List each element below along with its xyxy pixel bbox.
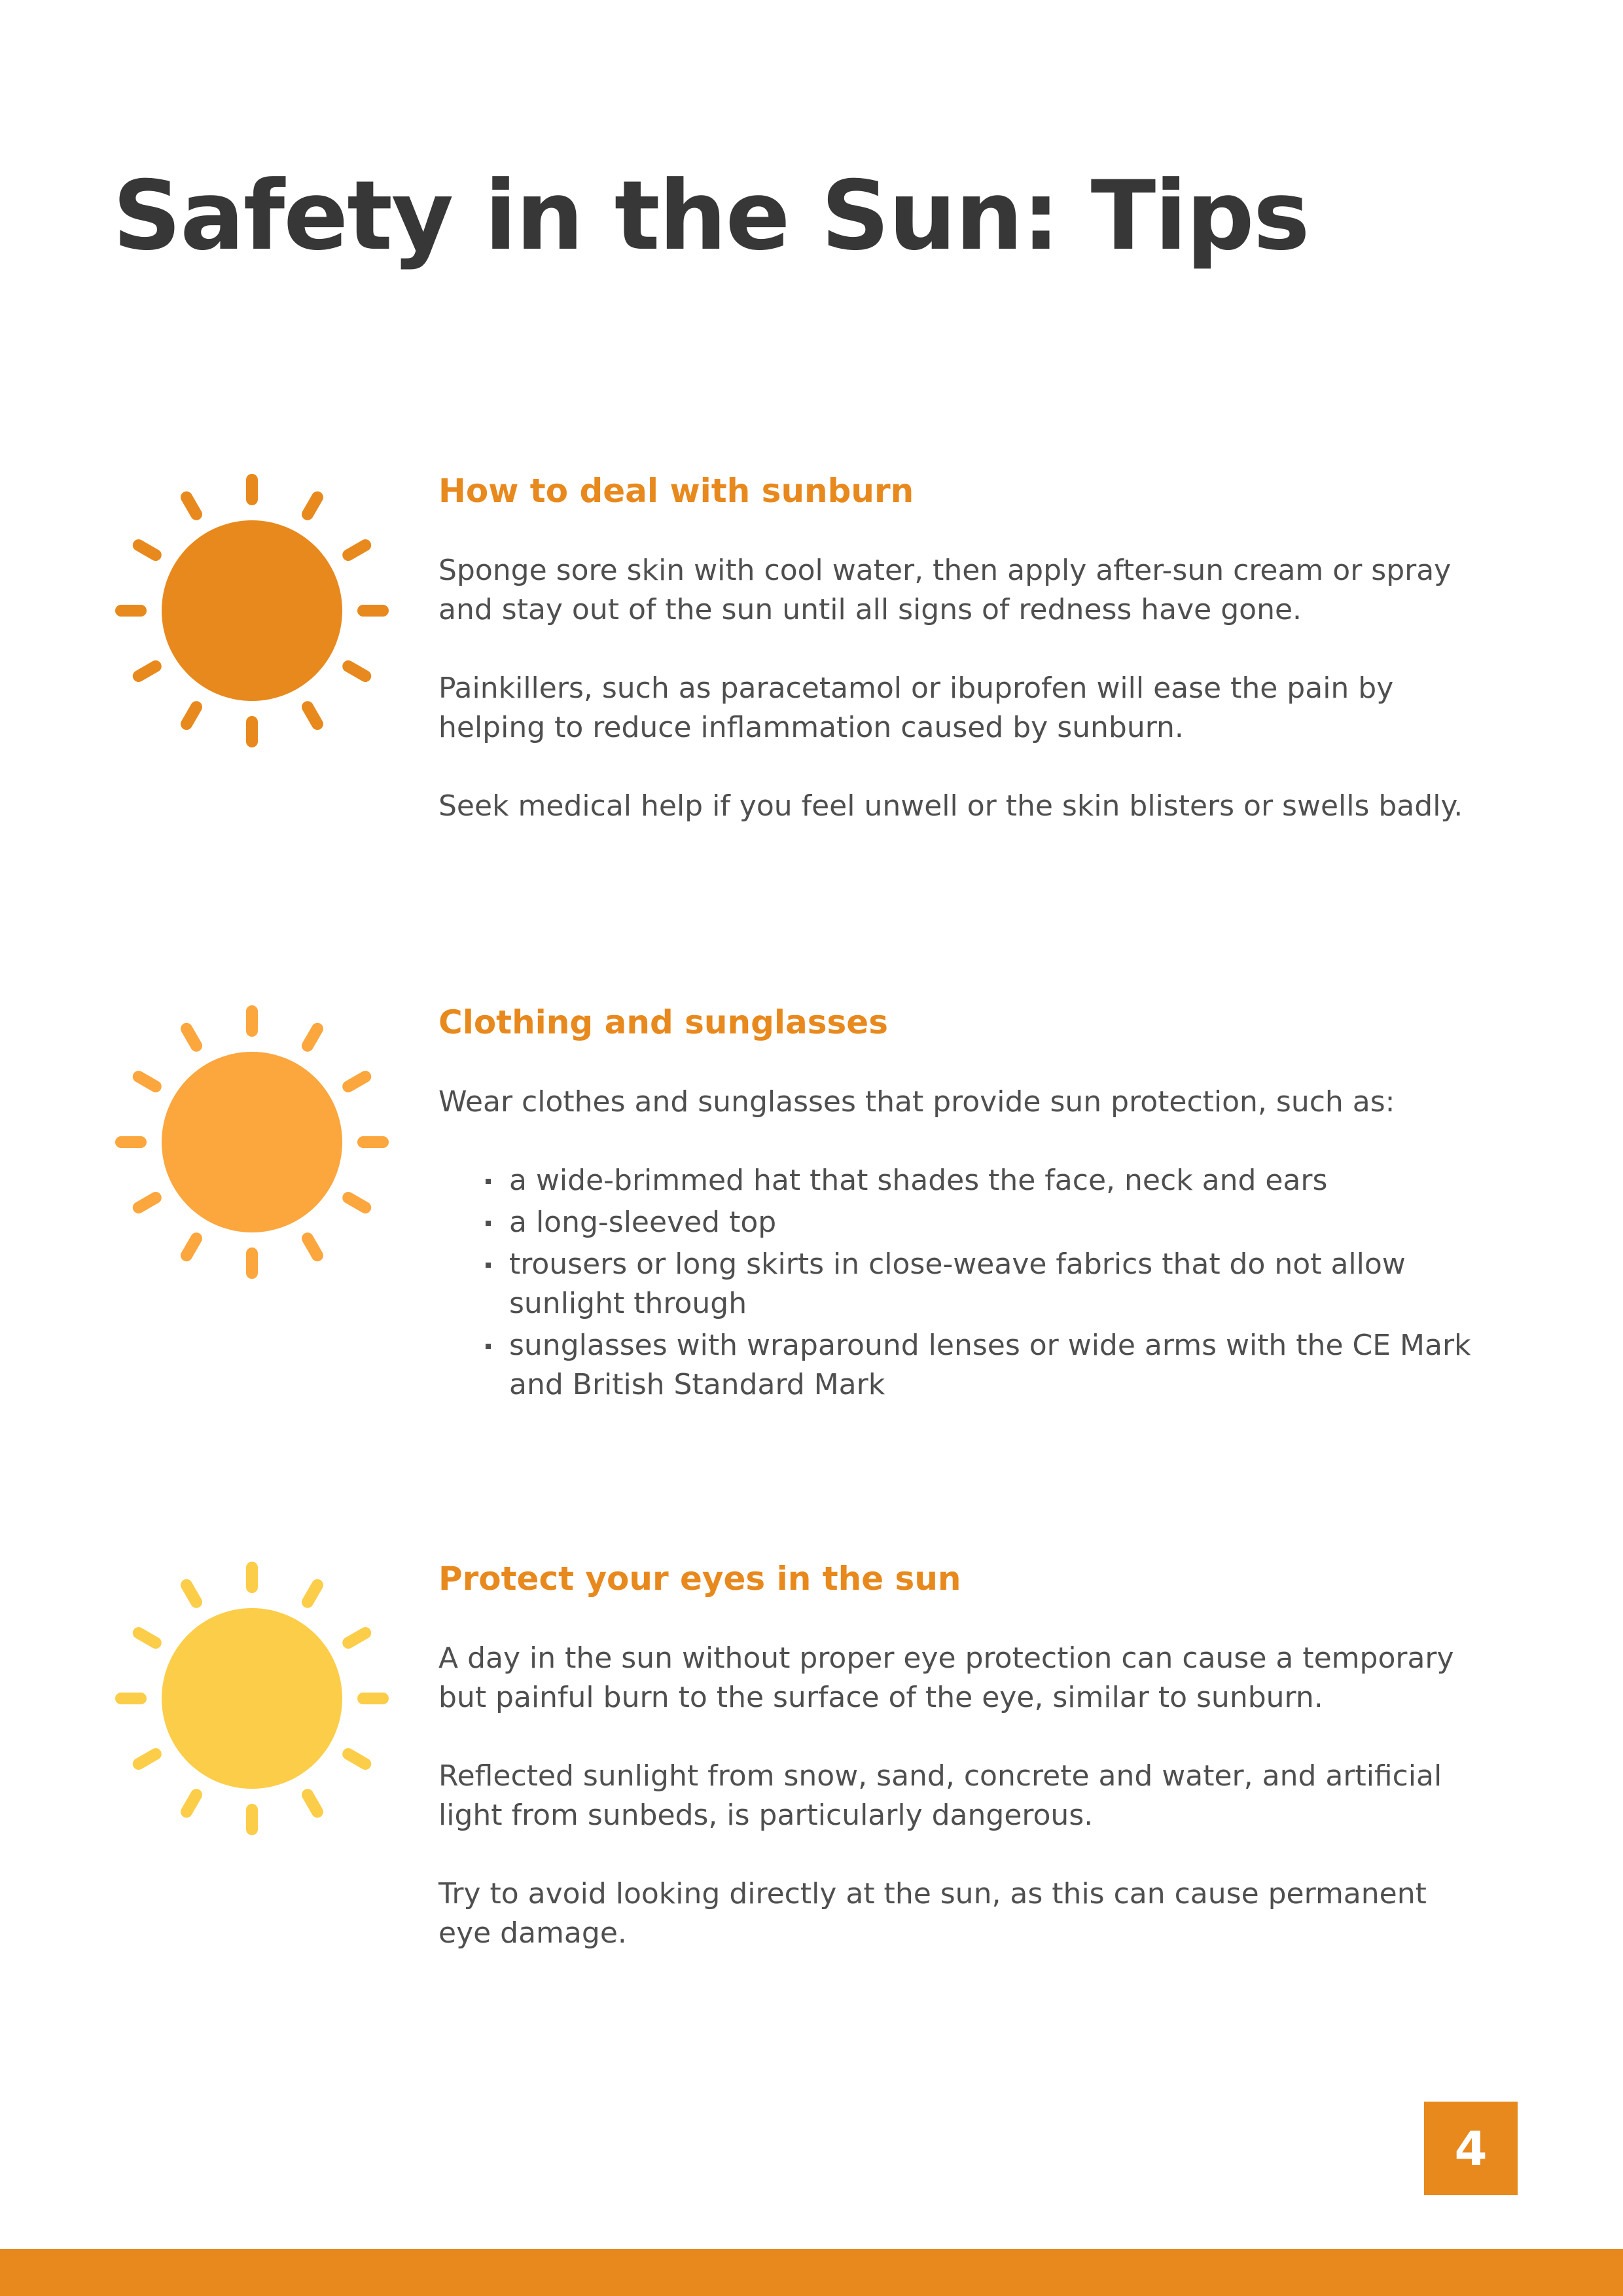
sun-ray [139, 1754, 156, 1764]
list-item-text: a long-sleeved top [509, 1206, 777, 1239]
bullet-list [438, 1161, 1486, 1405]
sun-disc [162, 520, 342, 701]
section-paragraph: Seek medical help if you feel unwell or the skin blisters or swells badly. [438, 789, 1463, 823]
page-title: Safety in the Sun: Tips [113, 160, 1309, 272]
sun-ray [348, 1633, 365, 1643]
bullet-marker [486, 1263, 491, 1268]
sun-ray [348, 666, 365, 676]
sun-ray [348, 545, 365, 555]
sun-ray [308, 497, 317, 514]
sun-ray [348, 1198, 365, 1208]
sun-ray [187, 1795, 196, 1812]
section-heading: Clothing and sunglasses [438, 1003, 888, 1041]
sun-icon [113, 471, 391, 750]
sun-icon [113, 1559, 391, 1838]
sun-ray [308, 1029, 317, 1046]
section-heading: Protect your eyes in the sun [438, 1560, 961, 1598]
sun-ray [348, 1754, 365, 1764]
bullet-marker [486, 1221, 491, 1226]
section-paragraph: Sponge sore skin with cool water, then apply after-sun cream or spray and stay out of the sun until all signs of redness have gone. [438, 554, 1452, 626]
bullet-marker [486, 1179, 491, 1184]
sun-disc [162, 1608, 342, 1789]
sun-ray [308, 1795, 317, 1812]
sun-ray [139, 666, 156, 676]
sun-ray [308, 707, 317, 724]
page-number: 4 [1454, 2121, 1488, 2176]
list-item-text: trousers or long skirts in close-weave fabrics that do not allow sunlight through [509, 1247, 1406, 1320]
section-paragraph: Painkillers, such as paracetamol or ibuprofen will ease the pain by helping to reduce inflammation caused by sunburn. [438, 672, 1394, 744]
bullet-marker [486, 1344, 491, 1349]
section-paragraph: Reflected sunlight from snow, sand, concrete and water, and artificial light from sunbeds, is particularly dangerous. [438, 1759, 1442, 1832]
sun-ray [187, 707, 196, 724]
sun-ray [139, 545, 156, 555]
sun-ray [308, 1585, 317, 1602]
sun-ray [139, 1077, 156, 1086]
list-item [438, 1326, 1486, 1405]
section-intro: Wear clothes and sunglasses that provide sun protection, such as: [438, 1085, 1395, 1119]
sun-ray [187, 1238, 196, 1255]
list-item-text: a wide-brimmed hat that shades the face, neck and ears [509, 1164, 1328, 1197]
list-item [438, 1203, 1486, 1242]
footer-bar [0, 2249, 1623, 2296]
sun-ray [308, 1238, 317, 1255]
sun-disc [162, 1052, 342, 1232]
list-item [438, 1161, 1486, 1200]
sun-ray [348, 1077, 365, 1086]
sun-icon [113, 1003, 391, 1282]
page-number-badge [1424, 2102, 1518, 2195]
sun-ray [187, 497, 196, 514]
sun-ray [139, 1633, 156, 1643]
list-item-text: sunglasses with wraparound lenses or wide arms with the CE Mark and British Standard Mark [509, 1329, 1471, 1401]
sun-ray [187, 1029, 196, 1046]
sun-ray [139, 1198, 156, 1208]
list-item [438, 1245, 1486, 1323]
section-paragraph: Try to avoid looking directly at the sun, as this can cause permanent eye damage. [438, 1877, 1427, 1950]
sun-ray [187, 1585, 196, 1602]
section-paragraph: A day in the sun without proper eye protection can cause a temporary but painful burn to the surface of the eye, similar to sunburn. [438, 1641, 1454, 1714]
section-heading: How to deal with sunburn [438, 472, 914, 510]
